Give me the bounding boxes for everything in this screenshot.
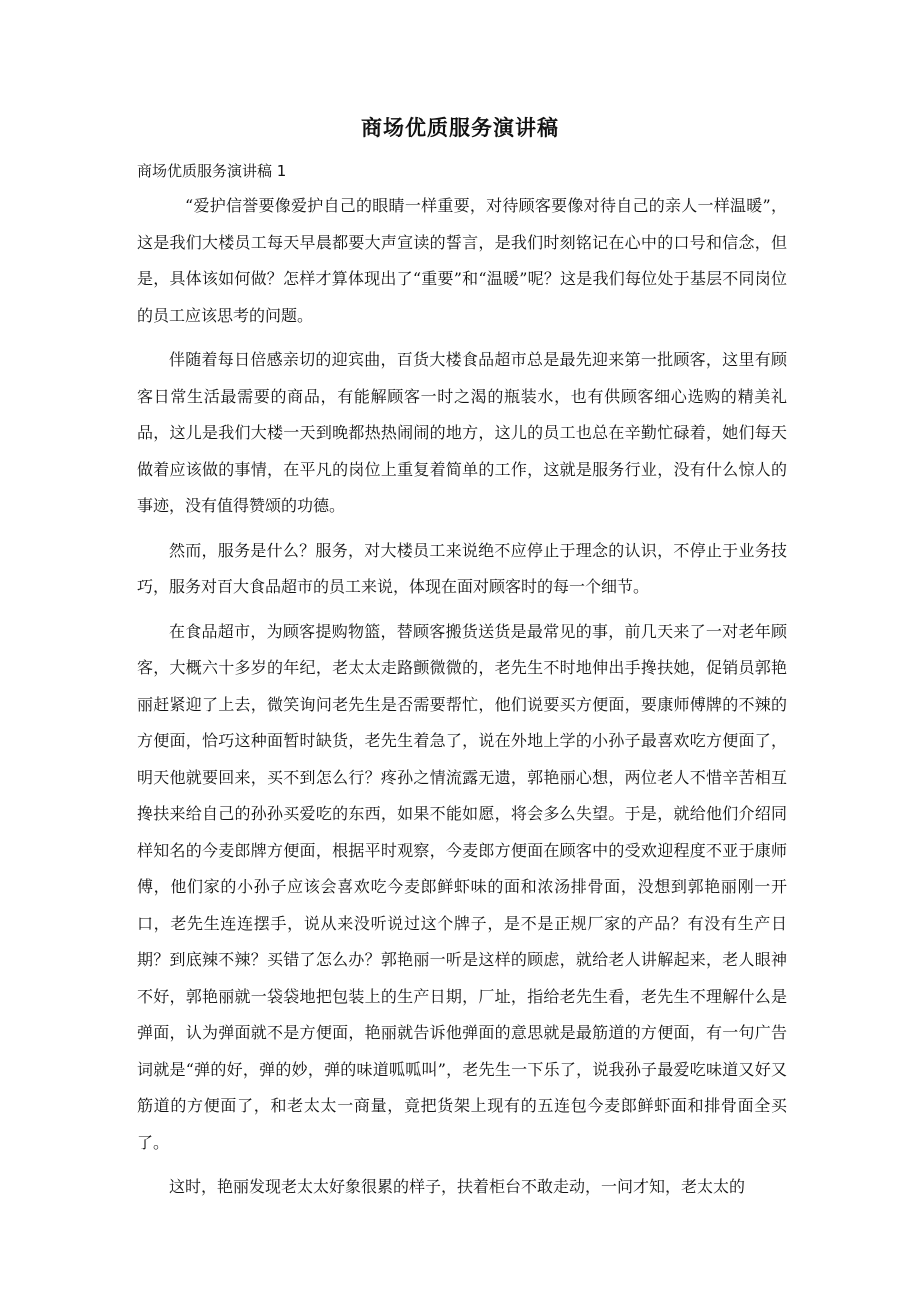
document-body: [137, 188, 787, 1214]
paragraph-5: 这时，艳丽发现老太太好象很累的样子，扶着柜台不敢走动，一问才知，老太太的: [169, 1177, 746, 1196]
paragraph-2: 伴随着每日倍感亲切的迎宾曲，百货大楼食品超市总是最先迎来第一批顾客，这里有顾客日常生活最需要的商品，有能解顾客一时之渴的瓶装水，也有供顾客细心选购的精美礼品，这儿是我们大楼一天到晚都热热闹闹的地方，这儿的员工也总在辛勤忙碌着，她们每天做着应该做的事情，在平凡的岗位上重复着简单的工作，这就是服务行业，没有什么惊人的事迹，没有值得赞颂的功德。: [137, 350, 787, 515]
section-heading: 商场优质服务演讲稿 1: [137, 162, 287, 180]
paragraph-1: “爱护信誉要像爱护自己的眼睛一样重要，对待顾客要像对待自己的亲人一样温暖”，这是我们大楼员工每天早晨都要大声宣读的誓言，是我们时刻铭记在心中的口号和信念，但是，具体该如何做？怎样才算体现出了“重要”和“温暖”呢？这是我们每位处于基层不同岗位的员工应该思考的问题。: [137, 196, 787, 325]
paragraph-3: 然而，服务是什么？服务，对大楼员工来说绝不应停止于理念的认识，不停止于业务技巧，服务对百大食品超市的员工来说，体现在面对顾客时的每一个细节。: [137, 540, 787, 596]
paragraph-4: 在食品超市，为顾客提购物篮，替顾客搬货送货是最常见的事，前几天来了一对老年顾客，大概六十多岁的年纪，老太太走路颤微微的，老先生不时地伸出手搀扶她，促销员郭艳丽赶紧迎了上去，微笑询问老先生是否需要帮忙，他们说要买方便面，要康师傅牌的不辣的方便面，恰巧这种面暂时缺货，老先生着急了，说在外地上学的小孙子最喜欢吃方便面了，明天他就要回来，买不到怎么行？疼孙之情流露无遗，郭艳丽心想，两位老人不惜辛苦相互搀扶来给自己的孙孙买爱吃的东西，如果不能如愿，将会多么失望。于是，就给他们介绍同样知名的今麦郎牌方便面，根据平时观察，今麦郎方便面在顾客中的受欢迎程度不亚于康师傅，他们家的小孙子应该会喜欢吃今麦郎鲜虾味的面和浓汤排骨面，没想到郭艳丽刚一开口，老先生连连摆手，说从来没听说过这个牌子，是不是正规厂家的产品？有没有生产日期？到底辣不辣？买错了怎么办？郭艳丽一听是这样的顾虑，就给老人讲解起来，老人眼神不好，郭艳丽就一袋袋地把包装上的生产日期，厂址，指给老先生看，老先生不理解什么是弹面，认为弹面就不是方便面，艳丽就告诉他弹面的意思就是最筋道的方便面，有一句广告词就是“弹的好，弹的妙，弹的味道呱呱叫”，老先生一下乐了，说我孙子最爱吃味道又好又筋道的方便面了，和老太太一商量，竟把货架上现有的五连包今麦郎鲜虾面和排骨面全买了。: [137, 621, 787, 1152]
document-title: 商场优质服务演讲稿: [361, 116, 559, 140]
